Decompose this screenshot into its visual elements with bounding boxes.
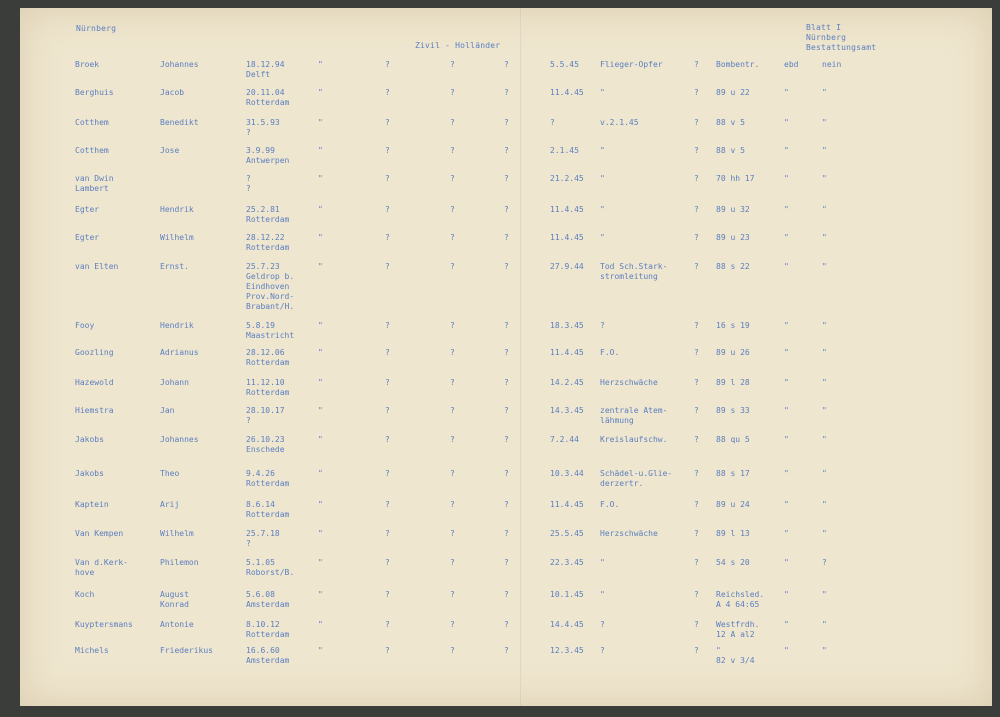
death-cause: " [600, 88, 605, 97]
death-date: 11.4.45 [550, 500, 584, 509]
col-e: ? [694, 469, 699, 478]
birth-info: 20.11.04 Rotterdam [246, 88, 290, 107]
col-d: ? [504, 88, 509, 97]
col-e: ? [694, 321, 699, 330]
death-cause: Kreislaufschw. [600, 435, 668, 444]
birth-info: 9.4.26 Rotterdam [246, 469, 290, 488]
death-date: 11.4.45 [550, 205, 584, 214]
death-date: 18.3.45 [550, 321, 584, 330]
col-d: ? [504, 406, 509, 415]
birth-info: 8.6.14 Rotterdam [246, 500, 290, 519]
col-b: ? [385, 174, 390, 183]
birth-info: 18.12.94 Delft [246, 60, 285, 79]
col-d: ? [504, 348, 509, 357]
col-e: ? [694, 233, 699, 242]
table-row [20, 321, 992, 351]
col-e: ? [694, 60, 699, 69]
table-row [20, 500, 992, 530]
col-d: ? [504, 590, 509, 599]
surname: Egter [75, 233, 100, 242]
header-city: Nürnberg [76, 24, 117, 33]
death-date: 10.3.44 [550, 469, 584, 478]
col-c: ? [450, 60, 455, 69]
surname: Jakobs [75, 435, 104, 444]
grave-location: 54 s 20 [716, 558, 750, 567]
col-f: " [784, 500, 789, 509]
grave-location: 89 u 22 [716, 88, 750, 97]
col-b: ? [385, 146, 390, 155]
grave-location: " 82 v 3/4 [716, 646, 755, 665]
col-a: " [318, 60, 323, 69]
death-date: 27.9.44 [550, 262, 584, 271]
col-f: " [784, 321, 789, 330]
col-c: ? [450, 378, 455, 387]
death-cause: F.O. [600, 500, 620, 509]
col-g: " [822, 529, 827, 538]
birth-info: 25.7.18 ? [246, 529, 280, 548]
surname: Fooy [75, 321, 95, 330]
death-date: ? [550, 118, 555, 127]
death-date: 2.1.45 [550, 146, 579, 155]
col-b: ? [385, 590, 390, 599]
surname: Cotthem [75, 118, 109, 127]
col-e: ? [694, 406, 699, 415]
col-a: " [318, 118, 323, 127]
first-name: August Konrad [160, 590, 189, 609]
grave-location: 88 s 22 [716, 262, 750, 271]
col-a: " [318, 88, 323, 97]
death-date: 5.5.45 [550, 60, 579, 69]
death-cause: Flieger-Opfer [600, 60, 663, 69]
col-e: ? [694, 529, 699, 538]
col-d: ? [504, 620, 509, 629]
grave-location: 89 s 33 [716, 406, 750, 415]
col-a: " [318, 469, 323, 478]
table-row [20, 529, 992, 559]
birth-info: 31.5.93 ? [246, 118, 280, 137]
surname: Cotthem [75, 146, 109, 155]
death-date: 22.3.45 [550, 558, 584, 567]
col-b: ? [385, 60, 390, 69]
surname: Kuyptersmans [75, 620, 133, 629]
col-c: ? [450, 348, 455, 357]
death-cause: " [600, 174, 605, 183]
col-b: ? [385, 469, 390, 478]
birth-info: ? ? [246, 174, 251, 193]
surname: Goozling [75, 348, 114, 357]
col-f: " [784, 262, 789, 271]
table-row [20, 558, 992, 588]
col-f: " [784, 590, 789, 599]
death-date: 25.5.45 [550, 529, 584, 538]
col-c: ? [450, 529, 455, 538]
col-f: " [784, 406, 789, 415]
death-cause: " [600, 590, 605, 599]
col-f: " [784, 435, 789, 444]
birth-info: 28.12.22 Rotterdam [246, 233, 290, 252]
col-c: ? [450, 620, 455, 629]
col-c: ? [450, 262, 455, 271]
col-d: ? [504, 174, 509, 183]
col-e: ? [694, 205, 699, 214]
birth-info: 26.10.23 Enschede [246, 435, 285, 454]
col-g: " [822, 321, 827, 330]
col-a: " [318, 406, 323, 415]
first-name: Johannes [160, 60, 199, 69]
col-f: " [784, 469, 789, 478]
col-e: ? [694, 348, 699, 357]
birth-info: 8.10.12 Rotterdam [246, 620, 290, 639]
col-c: ? [450, 469, 455, 478]
surname: Jakobs [75, 469, 104, 478]
first-name: Philemon [160, 558, 199, 567]
col-f: " [784, 348, 789, 357]
grave-location: 88 v 5 [716, 146, 745, 155]
death-date: 14.4.45 [550, 620, 584, 629]
table-row [20, 233, 992, 263]
death-cause: Schädel-u.Glie- derzertr. [600, 469, 673, 488]
death-cause: " [600, 558, 605, 567]
grave-location: 89 l 28 [716, 378, 750, 387]
col-e: ? [694, 88, 699, 97]
grave-location: 16 s 19 [716, 321, 750, 330]
surname: Broek [75, 60, 100, 69]
col-b: ? [385, 435, 390, 444]
first-name: Wilhelm [160, 529, 194, 538]
col-d: ? [504, 500, 509, 509]
col-e: ? [694, 262, 699, 271]
col-d: ? [504, 233, 509, 242]
table-row [20, 378, 992, 408]
death-date: 11.4.45 [550, 88, 584, 97]
death-date: 14.3.45 [550, 406, 584, 415]
death-cause: F.O. [600, 348, 620, 357]
col-f: " [784, 174, 789, 183]
col-a: " [318, 205, 323, 214]
col-c: ? [450, 558, 455, 567]
col-b: ? [385, 88, 390, 97]
grave-location: 88 qu 5 [716, 435, 750, 444]
col-b: ? [385, 406, 390, 415]
birth-info: 25.7.23 Geldrop b. Eindhoven Prov.Nord- Brabant/H. [246, 262, 295, 311]
surname: Michels [75, 646, 109, 655]
col-d: ? [504, 205, 509, 214]
birth-info: 11.12.10 Rotterdam [246, 378, 290, 397]
death-cause: ? [600, 646, 605, 655]
col-b: ? [385, 348, 390, 357]
col-g: " [822, 174, 827, 183]
death-date: 10.1.45 [550, 590, 584, 599]
col-g: " [822, 590, 827, 599]
col-d: ? [504, 378, 509, 387]
table-row [20, 174, 992, 204]
death-cause: " [600, 146, 605, 155]
death-cause: " [600, 233, 605, 242]
col-g: " [822, 500, 827, 509]
grave-location: 88 s 17 [716, 469, 750, 478]
col-a: " [318, 378, 323, 387]
death-cause: " [600, 205, 605, 214]
grave-location: Bombentr. [716, 60, 760, 69]
table-row [20, 146, 992, 176]
col-a: " [318, 646, 323, 655]
col-f: " [784, 646, 789, 655]
col-f: ebd [784, 60, 799, 69]
col-b: ? [385, 233, 390, 242]
col-e: ? [694, 378, 699, 387]
grave-location: 70 hh 17 [716, 174, 755, 183]
col-e: ? [694, 174, 699, 183]
birth-info: 25.2.81 Rotterdam [246, 205, 290, 224]
first-name: Theo [160, 469, 180, 478]
col-b: ? [385, 646, 390, 655]
col-g: nein [822, 60, 842, 69]
surname: van Dwin Lambert [75, 174, 114, 193]
surname: Berghuis [75, 88, 114, 97]
col-g: ? [822, 558, 827, 567]
birth-info: 5.6.08 Amsterdam [246, 590, 290, 609]
first-name: Benedikt [160, 118, 199, 127]
col-g: " [822, 205, 827, 214]
col-d: ? [504, 60, 509, 69]
col-b: ? [385, 321, 390, 330]
birth-info: 5.1.05 Roborst/B. [246, 558, 295, 577]
birth-info: 3.9.99 Antwerpen [246, 146, 290, 165]
col-c: ? [450, 500, 455, 509]
death-cause: Tod Sch.Stark- stromleitung [600, 262, 668, 281]
col-g: " [822, 406, 827, 415]
first-name: Wilhelm [160, 233, 194, 242]
col-g: " [822, 233, 827, 242]
col-g: " [822, 435, 827, 444]
col-b: ? [385, 558, 390, 567]
death-date: 7.2.44 [550, 435, 579, 444]
table-row [20, 348, 992, 378]
death-date: 12.3.45 [550, 646, 584, 655]
grave-location: Reichsled. A 4 64:65 [716, 590, 765, 609]
first-name: Johann [160, 378, 189, 387]
first-name: Johannes [160, 435, 199, 444]
col-a: " [318, 529, 323, 538]
first-name: Hendrik [160, 205, 194, 214]
col-g: " [822, 262, 827, 271]
col-c: ? [450, 590, 455, 599]
grave-location: 89 u 24 [716, 500, 750, 509]
col-b: ? [385, 378, 390, 387]
surname: van Elten [75, 262, 119, 271]
col-f: " [784, 620, 789, 629]
first-name: Jacob [160, 88, 185, 97]
col-g: " [822, 146, 827, 155]
col-g: " [822, 469, 827, 478]
birth-info: 5.8.19 Maastricht [246, 321, 295, 340]
col-b: ? [385, 262, 390, 271]
col-d: ? [504, 469, 509, 478]
col-a: " [318, 590, 323, 599]
death-cause: v.2.1.45 [600, 118, 639, 127]
col-a: " [318, 146, 323, 155]
first-name: Hendrik [160, 321, 194, 330]
death-date: 11.4.45 [550, 348, 584, 357]
death-date: 21.2.45 [550, 174, 584, 183]
col-d: ? [504, 262, 509, 271]
death-cause: ? [600, 321, 605, 330]
col-c: ? [450, 406, 455, 415]
table-row [20, 590, 992, 620]
col-g: " [822, 646, 827, 655]
birth-info: 28.12.06 Rotterdam [246, 348, 290, 367]
document-sheet [20, 8, 992, 706]
col-f: " [784, 146, 789, 155]
col-f: " [784, 118, 789, 127]
table-row [20, 88, 992, 118]
col-d: ? [504, 321, 509, 330]
col-g: " [822, 378, 827, 387]
col-e: ? [694, 146, 699, 155]
col-f: " [784, 205, 789, 214]
col-a: " [318, 174, 323, 183]
col-e: ? [694, 620, 699, 629]
death-cause: Herzschwäche [600, 529, 658, 538]
first-name: Jan [160, 406, 175, 415]
col-g: " [822, 118, 827, 127]
col-c: ? [450, 88, 455, 97]
col-f: " [784, 558, 789, 567]
surname: Koch [75, 590, 95, 599]
col-d: ? [504, 435, 509, 444]
col-e: ? [694, 435, 699, 444]
col-d: ? [504, 558, 509, 567]
col-d: ? [504, 118, 509, 127]
col-c: ? [450, 321, 455, 330]
col-e: ? [694, 558, 699, 567]
col-c: ? [450, 233, 455, 242]
death-date: 11.4.45 [550, 233, 584, 242]
col-c: ? [450, 146, 455, 155]
col-e: ? [694, 500, 699, 509]
table-row [20, 469, 992, 499]
surname: Kaptein [75, 500, 109, 509]
table-row [20, 60, 992, 90]
death-date: 14.2.45 [550, 378, 584, 387]
col-e: ? [694, 646, 699, 655]
col-a: " [318, 233, 323, 242]
col-b: ? [385, 500, 390, 509]
col-c: ? [450, 646, 455, 655]
col-a: " [318, 348, 323, 357]
col-a: " [318, 321, 323, 330]
grave-location: 89 l 13 [716, 529, 750, 538]
grave-location: 89 u 23 [716, 233, 750, 242]
col-c: ? [450, 205, 455, 214]
col-f: " [784, 88, 789, 97]
col-g: " [822, 348, 827, 357]
table-row [20, 118, 992, 148]
col-e: ? [694, 118, 699, 127]
col-c: ? [450, 174, 455, 183]
surname: Van d.Kerk- hove [75, 558, 128, 577]
table-row [20, 262, 992, 311]
grave-location: 89 u 26 [716, 348, 750, 357]
death-cause: zentrale Atem- lähmung [600, 406, 668, 425]
col-f: " [784, 233, 789, 242]
col-f: " [784, 529, 789, 538]
first-name: Ernst. [160, 262, 189, 271]
first-name: Friederikus [160, 646, 213, 655]
grave-location: Westfrdh. 12 A al2 [716, 620, 760, 639]
death-cause: Herzschwäche [600, 378, 658, 387]
col-c: ? [450, 435, 455, 444]
surname: Hazewold [75, 378, 114, 387]
col-g: " [822, 88, 827, 97]
col-a: " [318, 620, 323, 629]
table-row [20, 406, 992, 436]
table-row [20, 205, 992, 235]
header-office: Blatt I Nürnberg Bestattungsamt [806, 23, 877, 52]
first-name: Antonie [160, 620, 194, 629]
col-a: " [318, 435, 323, 444]
col-f: " [784, 378, 789, 387]
surname: Van Kempen [75, 529, 124, 538]
table-row [20, 646, 992, 676]
death-cause: ? [600, 620, 605, 629]
grave-location: 89 u 32 [716, 205, 750, 214]
col-d: ? [504, 146, 509, 155]
col-b: ? [385, 620, 390, 629]
first-name: Adrianus [160, 348, 199, 357]
col-a: " [318, 500, 323, 509]
col-b: ? [385, 118, 390, 127]
table-row [20, 435, 992, 465]
birth-info: 16.6.60 Amsterdam [246, 646, 290, 665]
first-name: Jose [160, 146, 180, 155]
col-d: ? [504, 529, 509, 538]
col-b: ? [385, 205, 390, 214]
birth-info: 28.10.17 ? [246, 406, 285, 425]
col-a: " [318, 262, 323, 271]
surname: Hiemstra [75, 406, 114, 415]
first-name: Arij [160, 500, 180, 509]
col-e: ? [694, 590, 699, 599]
col-b: ? [385, 529, 390, 538]
col-a: " [318, 558, 323, 567]
surname: Egter [75, 205, 100, 214]
header-title: Zivil - Holländer [415, 41, 501, 50]
col-c: ? [450, 118, 455, 127]
col-d: ? [504, 646, 509, 655]
col-g: " [822, 620, 827, 629]
grave-location: 88 v 5 [716, 118, 745, 127]
